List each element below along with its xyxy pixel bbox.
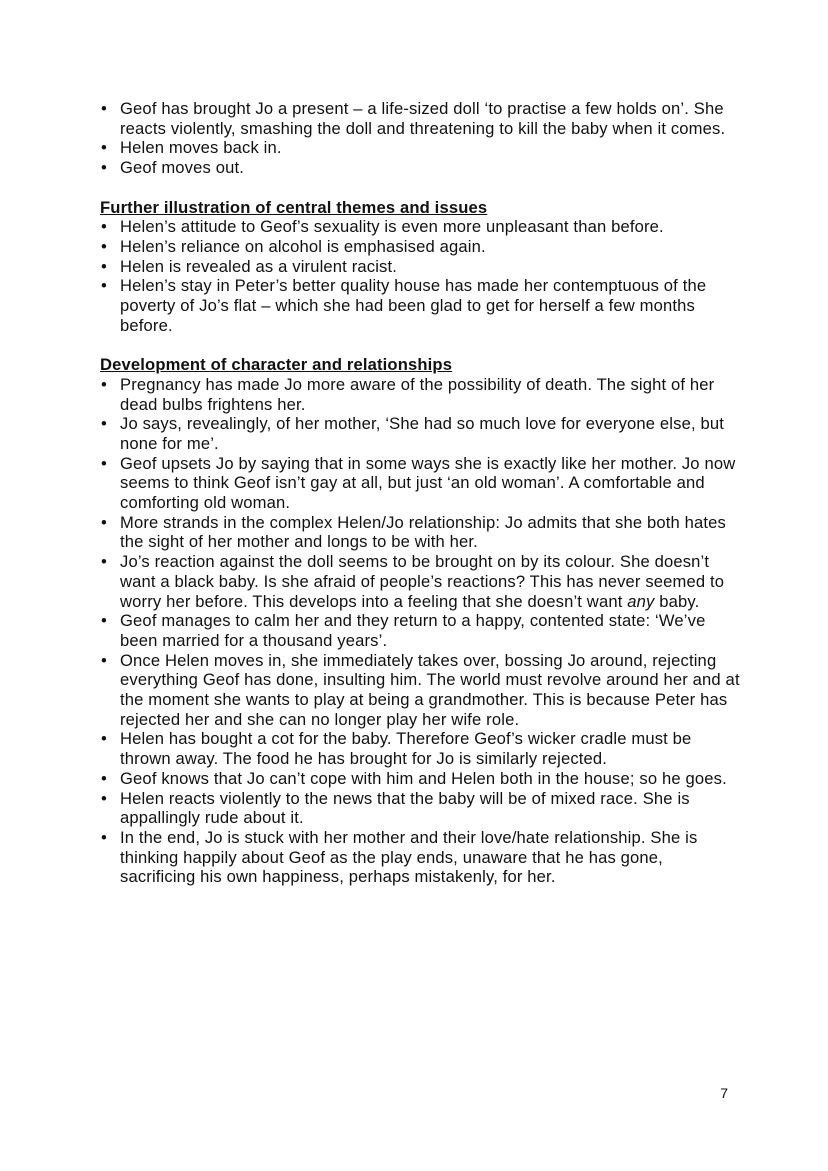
list-item-text: baby. [654, 591, 700, 611]
emphasized-word: any [627, 591, 655, 611]
list-item: • Helen is revealed as a virulent racist. [100, 257, 740, 277]
list-item: • Helen’s reliance on alcohol is emphasised again. [100, 237, 740, 257]
paragraph-spacer [100, 178, 740, 198]
intro-bullet-list [100, 99, 740, 178]
list-item: • More strands in the complex Helen/Jo relationship: Jo admits that she both hates the sight of her mother and longs to be with her. [100, 513, 740, 552]
character-bullet-list [100, 375, 740, 887]
paragraph-spacer [100, 335, 740, 355]
list-item: • Geof upsets Jo by saying that in some ways she is exactly like her mother. Jo now seems to think Geof isn’t gay at all, but just ‘an old woman’. A comfortable and comforting old woman. [100, 454, 740, 513]
list-item: • Helen reacts violently to the news that the baby will be of mixed race. She is appallingly rude about it. [100, 789, 740, 828]
list-item: • Jo says, revealingly, of her mother, ‘She had so much love for everyone else, but none for me’. [100, 414, 740, 453]
list-item: • Helen’s stay in Peter’s better quality house has made her contemptuous of the poverty of Jo’s flat – which she had been glad to get for herself a few months before. [100, 276, 740, 335]
list-item: • Geof moves out. [100, 158, 740, 178]
list-item: • Helen has bought a cot for the baby. Therefore Geof’s wicker cradle must be thrown away. The food he has brought for Jo is similarly rejected. [100, 729, 740, 768]
list-item: • Geof manages to calm her and they return to a happy, contented state: ‘We’ve been married for a thousand years’. [100, 611, 740, 650]
list-item [100, 552, 740, 611]
list-item: • Geof has brought Jo a present – a life-sized doll ‘to practise a few holds on’. She reacts violently, smashing the doll and threatening to kill the baby when it comes. [100, 99, 740, 138]
document-page [100, 99, 740, 887]
list-item: • Once Helen moves in, she immediately takes over, bossing Jo around, rejecting everything Geof has done, insulting him. The world must revolve around her and at the moment she wants to play at being a grandmother. This is because Peter has rejected her and she can no longer play her wife role. [100, 651, 740, 730]
list-item: • Helen moves back in. [100, 138, 740, 158]
list-item-text: Jo’s reaction against the doll seems to be brought on by its colour. She doesn’t want a black baby. Is she afraid of people’s reactions? This has never seemed to worry her before. This develops into a feeling that she doesn’t want [120, 552, 725, 611]
list-item: • Helen’s attitude to Geof’s sexuality is even more unpleasant than before. [100, 217, 740, 237]
page-number: 7 [720, 1085, 728, 1101]
section-heading-character: Development of character and relationships [100, 355, 453, 375]
list-item: • In the end, Jo is stuck with her mother and their love/hate relationship. She is thinking happily about Geof as the play ends, unaware that he has gone, sacrificing his own happiness, perhaps mistakenly, for her. [100, 828, 740, 887]
themes-bullet-list [100, 217, 740, 335]
list-item: • Geof knows that Jo can’t cope with him and Helen both in the house; so he goes. [100, 769, 740, 789]
section-heading-themes: Further illustration of central themes and issues [100, 197, 488, 217]
list-item: • Pregnancy has made Jo more aware of the possibility of death. The sight of her dead bulbs frightens her. [100, 375, 740, 414]
